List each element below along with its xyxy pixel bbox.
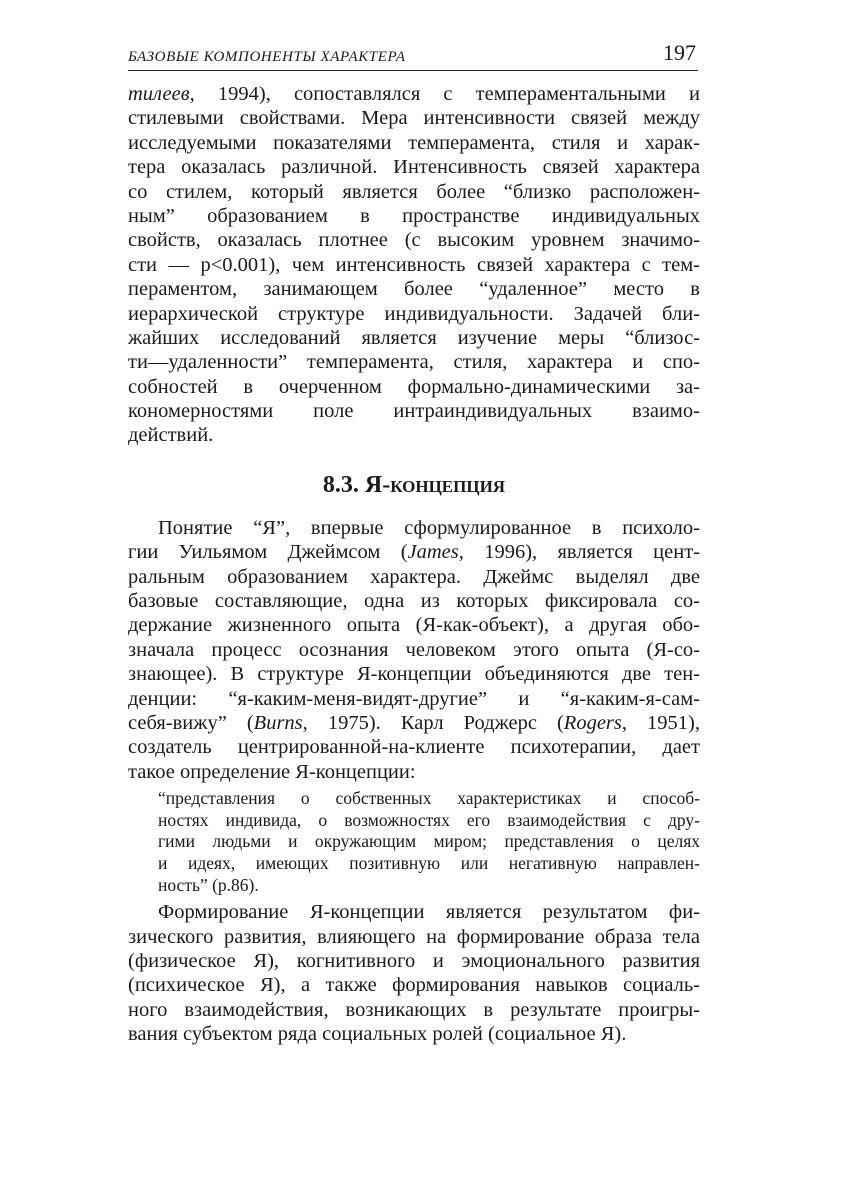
text-line: себя-вижу” (Burns, 1975). Карл Роджерс (Rogers, 1951), bbox=[128, 711, 701, 734]
text-line: такое определение Я-концепции: bbox=[128, 760, 416, 783]
text-body bbox=[128, 82, 700, 1046]
text-line: сти — p<0.001), чем интенсивность связей характера с тем- bbox=[128, 253, 700, 276]
section-heading bbox=[128, 470, 700, 500]
text-line: держание жизненного опыта (Я-как-объект), а другая обо- bbox=[128, 614, 700, 637]
text-line: действий. bbox=[128, 424, 214, 447]
text-line: значала процесс осознания человеком этого опыта (Я-со- bbox=[128, 638, 700, 661]
text-line: базовые составляющие, одна из которых фиксировала со- bbox=[128, 590, 700, 613]
text-line: гии Уильямом Джеймсом (James, 1996), является цент- bbox=[128, 541, 700, 564]
text-line: вания субъектом ряда социальных ролей (социальное Я). bbox=[128, 1023, 627, 1046]
text-line: Понятие “Я”, впервые сформулированное в психоло- bbox=[158, 516, 700, 539]
text-line: создатель центрированной-на-клиенте психотерапии, дает bbox=[128, 736, 700, 759]
text-line: со стилем, который является более “близко расположен- bbox=[128, 180, 700, 203]
text-line: жайших исследований является изучение меры “близос- bbox=[128, 326, 700, 349]
text-line: знающее). В структуре Я-концепции объединяются две тен- bbox=[128, 663, 700, 686]
text-line: ральным образованием характера. Джеймс выделял две bbox=[128, 565, 700, 588]
text-line: денции: “я-каким-меня-видят-другие” и “я-каким-я-сам- bbox=[128, 687, 700, 710]
page-number: 197 bbox=[663, 40, 696, 65]
text-line: собностей в очерченном формально-динамическими за- bbox=[128, 375, 700, 398]
paragraph-continued bbox=[128, 82, 700, 448]
quote-line: ность” (p.86). bbox=[158, 874, 259, 895]
text-line: тилеев, 1994), сопоставлялся с темпераментальными и bbox=[128, 83, 700, 105]
quote-line: и идеях, имеющих позитивную или негативную направлен- bbox=[158, 852, 700, 873]
text-line: ным” образованием в пространстве индивидуальных bbox=[128, 204, 700, 227]
text-line: ти—удаленности” темперамента, стиля, характера и спо- bbox=[128, 351, 700, 374]
text-line: иерархической структуре индивидуальности. Задачей бли- bbox=[128, 302, 700, 325]
text-line: тера оказалась различной. Интенсивность связей характера bbox=[128, 156, 700, 179]
text-line: свойств, оказалась плотнее (с высоким уровнем значимо- bbox=[128, 229, 700, 252]
text-line: Формирование Я-концепции является результатом фи- bbox=[158, 901, 700, 924]
paragraph bbox=[128, 516, 700, 784]
running-header bbox=[128, 36, 698, 71]
text-line: пераментом, занимающем более “удаленное” место в bbox=[128, 278, 700, 301]
text-line: ного взаимодействия, возникающих в результате проигры- bbox=[128, 998, 700, 1021]
author-citation: тилеев bbox=[128, 83, 190, 105]
running-title: БАЗОВЫЕ КОМПОНЕНТЫ ХАРАКТЕРА bbox=[128, 49, 406, 65]
section-title: Я-концепция bbox=[364, 471, 506, 498]
quote-line: гими людьми и окружающим миром; представления о целях bbox=[158, 831, 700, 852]
text-line: (физическое Я), когнитивного и эмоционального развития bbox=[128, 949, 700, 972]
text-line: (психическое Я), а также формирования навыков социаль- bbox=[128, 974, 700, 997]
author-citation: James bbox=[407, 541, 459, 564]
text-line: зического развития, влияющего на формирование образа тела bbox=[128, 925, 700, 948]
paragraph bbox=[128, 900, 700, 1046]
quote-line: ностях индивида, о возможностях его взаимодействия с дру- bbox=[158, 809, 700, 830]
text-line: кономерностями поле интраиндивидуальных взаимо- bbox=[128, 400, 700, 423]
text-line: стилевыми свойствами. Мера интенсивности связей между bbox=[128, 107, 700, 130]
block-quote bbox=[128, 788, 700, 896]
text-line: исследуемыми показателями темперамента, стиля и харак- bbox=[128, 131, 700, 154]
author-citation: Rogers bbox=[563, 711, 622, 734]
author-citation: Burns bbox=[253, 711, 303, 734]
section-number: 8.3. bbox=[322, 471, 359, 498]
quote-line: “представления о собственных характеристиках и способ- bbox=[158, 788, 700, 809]
